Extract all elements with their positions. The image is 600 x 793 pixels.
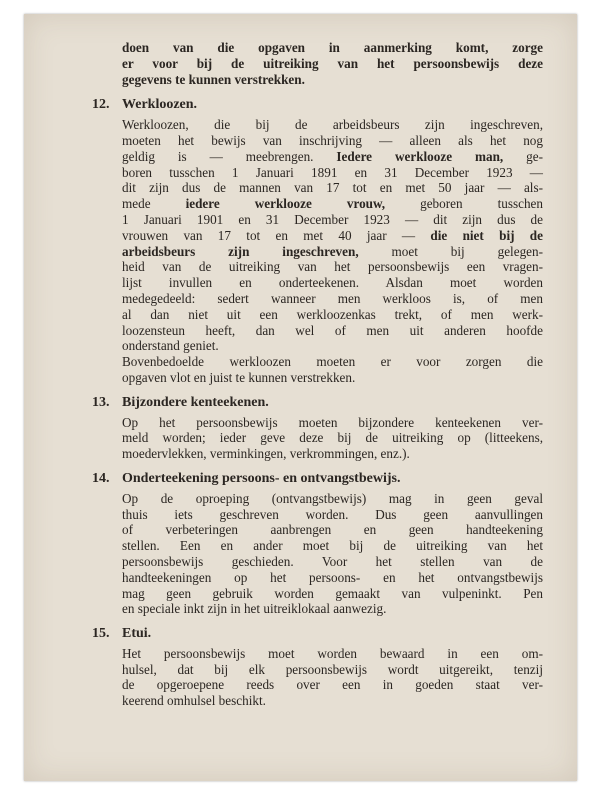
text-line [122,338,543,354]
text-line: stellen. Een en ander moet bij de uitreiking van het [122,538,543,554]
text-line: Bovenbedoelde werkloozen moeten er voor zorgen die [122,354,543,370]
text-run: geldig is — meebrengen. [122,148,337,164]
text-line: handteekeningen op het persoons- en het ontvangstbewijs [122,569,543,585]
text-run: mede [122,196,186,212]
text-run: medegedeeld: sedert wanneer men werkloos is, of men [122,290,543,306]
bold-text-run: iedere werklooze vrouw, [185,196,386,212]
text-line: Het persoonsbewijs moet worden bewaard in een om- [122,645,543,661]
section-onderteekening [92,470,543,617]
text-line: of verbeteringen aanbrengen en geen handteekening [122,522,543,538]
text-line [122,307,543,323]
text-run: lijst invullen en onderteekenen. Alsdan moet worden [122,275,543,291]
text-line: mag geen gebruik worden gemaakt van vulpeninkt. Pen [122,585,543,601]
text-line: persoonsbewijs geschieden. Voor het stellen van de [122,553,543,569]
section-heading [92,394,543,411]
bold-text-run: arbeidsbeurs zijn ingeschreven, [122,243,359,259]
text-line [122,228,543,244]
text-line: thuis iets geschreven worden. Dus geen aanvullingen [122,506,543,522]
text-run: geboren tusschen [385,196,543,212]
text-line: de opgeroepene reeds over een in goeden staat ver- [122,677,543,693]
text-run: onderstand geniet. [122,338,219,354]
text-line [122,291,543,307]
page-content [92,40,544,709]
text-run: moeten het bewijs van inschrijving — alleen als het nog [122,132,543,148]
section-heading [92,470,543,487]
section-number: 14. [92,470,110,486]
text-run: 1 Januari 1901 en 31 December 1923 — dit zijn dus de [122,211,543,227]
text-run: dit zijn dus de mannen van 17 tot en met 50 jaar — als- [122,180,543,196]
text-line: opgaven vlot en juist te kunnen verstrekken. [122,369,356,385]
intro-line: gegevens te kunnen verstrekken. [122,71,305,87]
text-line [122,275,543,291]
text-line [122,196,543,212]
section-title: Onderteekening persoons- en ontvangstbewijs. [122,470,401,486]
section-title: Bijzondere kenteekenen. [122,394,269,410]
text-run: heid van de uitreiking van het persoonsbewijs een vragen- [122,259,543,275]
bold-text-run: Iedere werklooze man, [336,148,504,164]
section-number: 15. [92,626,110,642]
text-line: Op de oproeping (ontvangstbewijs) mag in geen geval [122,490,543,506]
text-line [122,180,543,196]
section-title: Etui. [122,626,152,642]
text-line: en speciale inkt zijn in het uitreiklokaal aanwezig. [122,601,387,617]
section-heading [92,97,543,113]
section-number: 13. [92,394,110,410]
intro-line: er voor bij de uitreiking van het persoonsbewijs deze [122,55,543,71]
text-line: Op het persoonsbewijs moeten bijzondere kenteekenen ver- [122,414,543,430]
section-paragraph [122,415,543,462]
section-bijzondere-kenteekenen [92,394,543,462]
text-line [122,259,543,275]
text-line [122,117,543,133]
text-line: meld worden; ieder geve deze bij de uitreiking op (litteekens, [122,430,543,446]
text-line: keerend omhulsel beschikt. [122,693,266,709]
text-line [122,212,543,228]
text-run: ge- [503,148,543,164]
intro-paragraph [122,40,543,87]
text-line [122,165,543,181]
section-paragraph [122,646,543,709]
section-etui [92,626,543,709]
text-line [122,133,543,149]
document-page [24,14,577,781]
section-paragraph [122,491,543,617]
text-run: Werkloozen, die bij de arbeidsbeurs zijn ingeschreven, [122,117,543,133]
text-line [122,323,543,339]
section-paragraph [122,354,543,386]
intro-line: doen van die opgaven in aanmerking komt, zorge [122,40,543,55]
bold-text-run: die niet bij de [430,227,543,243]
text-line: hulsel, dat bij elk persoonsbewijs wordt uitgereikt, tenzij [122,661,543,677]
text-run: moet bij gelegen- [358,243,544,259]
section-number: 12. [92,97,110,113]
text-run: vrouwen van 17 tot en met 40 jaar — [122,227,431,243]
section-heading [92,626,543,642]
text-run: loozensteun heeft, dan wel of men uit anderen hoofde [122,322,543,338]
section-werkloozen [92,97,544,385]
section-title: Werkloozen. [122,97,198,113]
text-line [122,244,543,260]
text-run: boren tusschen 1 Januari 1891 en 31 December 1923 — [122,164,543,180]
text-line [122,149,543,165]
section-paragraph [122,117,543,354]
text-run: al dan niet uit een werkloozenkas trekt, of men werk- [122,306,543,322]
text-line: moedervlekken, verminkingen, verkrommingen, enz.). [122,446,410,462]
